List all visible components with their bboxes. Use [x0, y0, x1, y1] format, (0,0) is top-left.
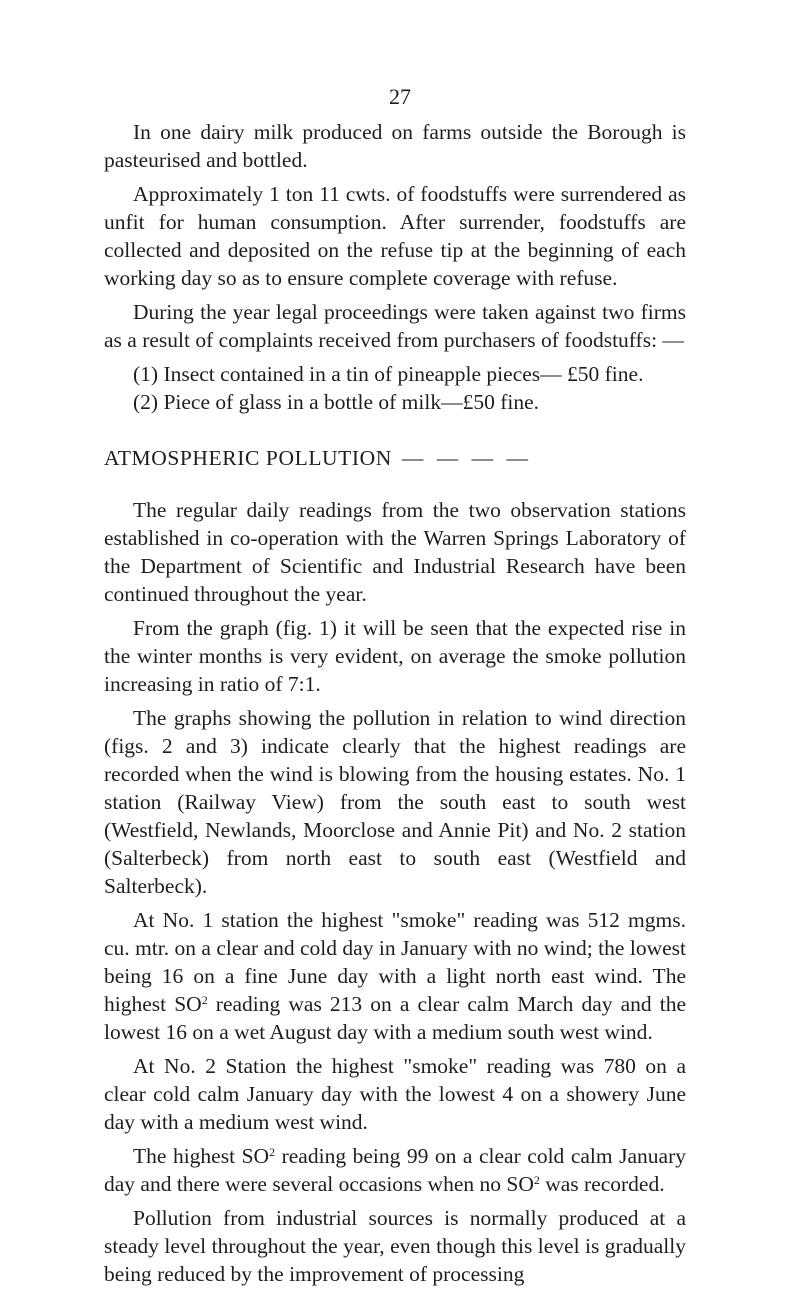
- paragraph-readings: The regular daily readings from the two observation stations established in co-operation with the Warren Springs Laboratory of the Department of Scientific and Industrial Research have been continued throughout the year.: [104, 498, 686, 606]
- paragraph-station-1: At No. 1 station the highest "smoke" reading was 512 mgms. cu. mtr. on a clear and cold day in January with no wind; the lowest being 16 on a fine June day with a light north east wind. The highest $SO^2$ reading was 213 on a clear calm March day and the lowest 16 on a wet August day with a medium south west wind.: [104, 908, 686, 1044]
- section-heading: [104, 444, 686, 472]
- paragraph-legal: During the year legal proceedings were taken against two firms as a result of complaints received from purchasers of foodstuffs: —: [104, 300, 686, 352]
- paragraph-foodstuffs: Approximately 1 ton 11 cwts. of foodstuffs were surrendered as unfit for human consumption. After surrender, foodstuffs are collected and deposited on the refuse tip at the beginning of each working day so as to ensure complete coverage with refuse.: [104, 182, 686, 290]
- paragraph-station-2: At No. 2 Station the highest "smoke" reading was 780 on a clear cold calm January day with the lowest 4 on a showery June day with a medium west wind.: [104, 1054, 686, 1134]
- heading-title: ATMOSPHERIC POLLUTION: [104, 446, 392, 470]
- paragraph-so2: The highest $SO^2$ reading being 99 on a clear cold calm January day and there were several occasions when no $SO^2$ was recorded.: [104, 1144, 686, 1196]
- paragraph-dairy: In one dairy milk produced on farms outside the Borough is pasteurised and bottled.: [104, 120, 686, 172]
- page-number: 27: [389, 84, 411, 109]
- heading-dashes: — — — —: [401, 446, 533, 470]
- paragraph-graph: From the graph (fig. 1) it will be seen that the expected rise in the winter months is very evident, on average the smoke pollution increasing in ratio of 7:1.: [104, 616, 686, 696]
- body-text: [104, 118, 686, 1294]
- list-item-2: (2) Piece of glass in a bottle of milk—£50 fine.: [133, 390, 540, 414]
- paragraph-industrial: Pollution from industrial sources is normally produced at a steady level throughout the year, even though this level is gradually being reduced by the improvement of processing: [104, 1206, 686, 1286]
- paragraph-wind: The graphs showing the pollution in relation to wind direction (figs. 2 and 3) indicate clearly that the highest readings are recorded when the wind is blowing from the housing estates. No. 1 station (Railway View) from the south east to south west (Westfield, Newlands, Moorclose and Annie Pit) and No. 2 station (Salterbeck) from north east to south east (Westfield and Salterbeck).: [104, 706, 686, 898]
- list-item-1: (1) Insect contained in a tin of pineapple pieces— £50 fine.: [133, 362, 644, 386]
